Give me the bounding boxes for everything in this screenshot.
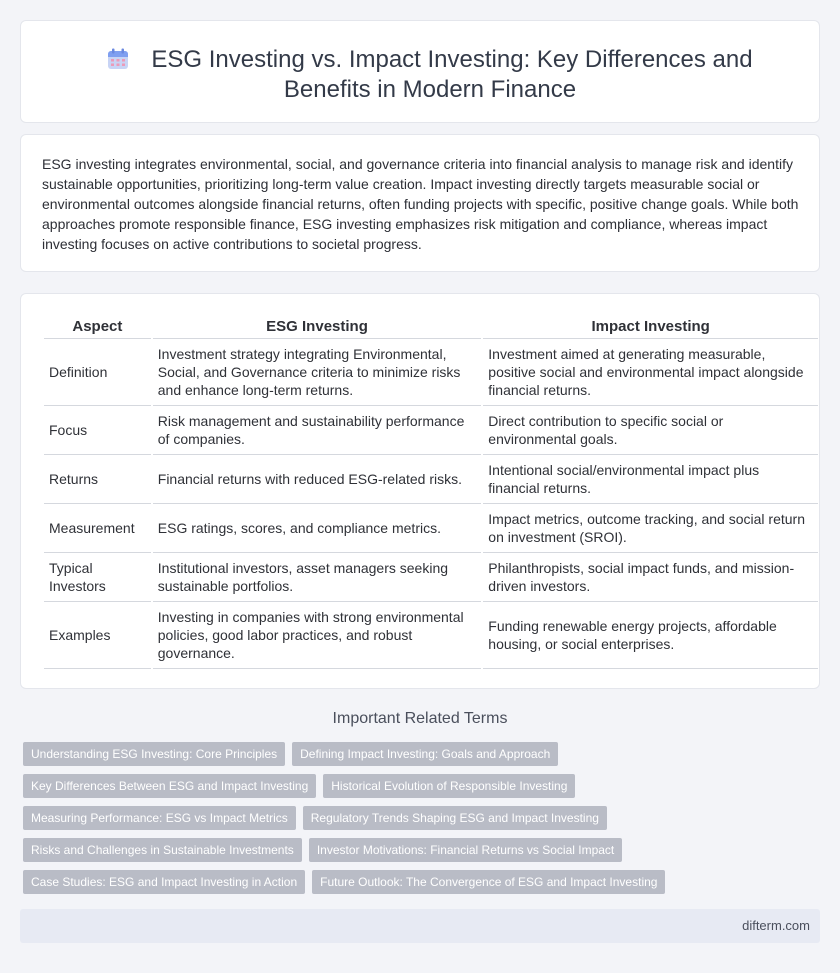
related-term-tag[interactable]: Historical Evolution of Responsible Investing bbox=[323, 774, 575, 798]
related-terms-title: Important Related Terms bbox=[332, 710, 508, 727]
related-term-tag[interactable]: Regulatory Trends Shaping ESG and Impact Investing bbox=[303, 806, 607, 830]
table-cell-aspect: Returns bbox=[44, 455, 151, 504]
table-row bbox=[44, 455, 818, 504]
table-cell-aspect: Focus bbox=[44, 406, 151, 455]
table-cell-aspect: Examples bbox=[44, 602, 151, 669]
table-cell-esg: Financial returns with reduced ESG-related risks. bbox=[153, 455, 482, 504]
table-row bbox=[44, 504, 818, 553]
table-row bbox=[44, 339, 818, 406]
header-impact: Impact Investing bbox=[483, 314, 818, 339]
related-term-tag[interactable]: Risks and Challenges in Sustainable Investments bbox=[23, 838, 302, 862]
table-cell-impact: Impact metrics, outcome tracking, and social return on investment (SROI). bbox=[483, 504, 818, 553]
table-cell-esg: ESG ratings, scores, and compliance metrics. bbox=[153, 504, 482, 553]
related-term-tag[interactable]: Future Outlook: The Convergence of ESG and Impact Investing bbox=[312, 870, 665, 894]
related-term-tag[interactable]: Key Differences Between ESG and Impact Investing bbox=[23, 774, 316, 798]
table-row bbox=[44, 406, 818, 455]
table-cell-esg: Investment strategy integrating Environmental, Social, and Governance criteria to minimize risks and enhance long-term returns. bbox=[153, 339, 482, 406]
table-cell-esg: Risk management and sustainability performance of companies. bbox=[153, 406, 482, 455]
related-term-tag[interactable]: Understanding ESG Investing: Core Principles bbox=[23, 742, 285, 766]
table-cell-impact: Direct contribution to specific social or environmental goals. bbox=[483, 406, 818, 455]
table-cell-impact: Intentional social/environmental impact plus financial returns. bbox=[483, 455, 818, 504]
footer-site-link[interactable]: difterm.com bbox=[742, 918, 810, 933]
comparison-table bbox=[42, 314, 820, 669]
related-terms-list bbox=[23, 742, 823, 902]
table-cell-esg: Investing in companies with strong environmental policies, good labor practices, and robust governance. bbox=[153, 602, 482, 669]
intro-card bbox=[20, 134, 820, 272]
header-esg: ESG Investing bbox=[153, 314, 482, 339]
table-cell-aspect: Typical Investors bbox=[44, 553, 151, 602]
intro-paragraph: ESG investing integrates environmental, social, and governance criteria into financial analysis to manage risk and identify sustainable opportunities, prioritizing long-term value creation. Impact investing directly targets measurable social or environmental outcomes alongside financial returns, often funding projects with specific, positive change goals. While both approaches promote responsible finance, ESG investing emphasizes risk mitigation and compliance, whereas impact investing focuses on active contributions to societal progress. bbox=[42, 156, 799, 252]
related-term-tag[interactable]: Case Studies: ESG and Impact Investing in Action bbox=[23, 870, 305, 894]
table-cell-impact: Investment aimed at generating measurable, positive social and environmental impact alongside financial returns. bbox=[483, 339, 818, 406]
header-card bbox=[20, 20, 820, 123]
table-row bbox=[44, 553, 818, 602]
header-aspect: Aspect bbox=[44, 314, 151, 339]
table-cell-aspect: Measurement bbox=[44, 504, 151, 553]
footer bbox=[20, 909, 820, 943]
calendar-icon bbox=[107, 48, 129, 70]
page-title: ESG Investing vs. Impact Investing: Key Differences and Benefits in Modern Finance bbox=[151, 46, 753, 103]
comparison-table-card bbox=[20, 293, 820, 689]
table-row bbox=[44, 602, 818, 669]
related-term-tag[interactable]: Measuring Performance: ESG vs Impact Metrics bbox=[23, 806, 296, 830]
related-term-tag[interactable]: Defining Impact Investing: Goals and Approach bbox=[292, 742, 558, 766]
page-title-wrap bbox=[61, 45, 799, 105]
table-cell-esg: Institutional investors, asset managers seeking sustainable portfolios. bbox=[153, 553, 482, 602]
table-cell-impact: Philanthropists, social impact funds, and mission-driven investors. bbox=[483, 553, 818, 602]
table-cell-aspect: Definition bbox=[44, 339, 151, 406]
related-term-tag[interactable]: Investor Motivations: Financial Returns vs Social Impact bbox=[309, 838, 622, 862]
table-header-row bbox=[44, 314, 818, 339]
table-cell-impact: Funding renewable energy projects, affordable housing, or social enterprises. bbox=[483, 602, 818, 669]
